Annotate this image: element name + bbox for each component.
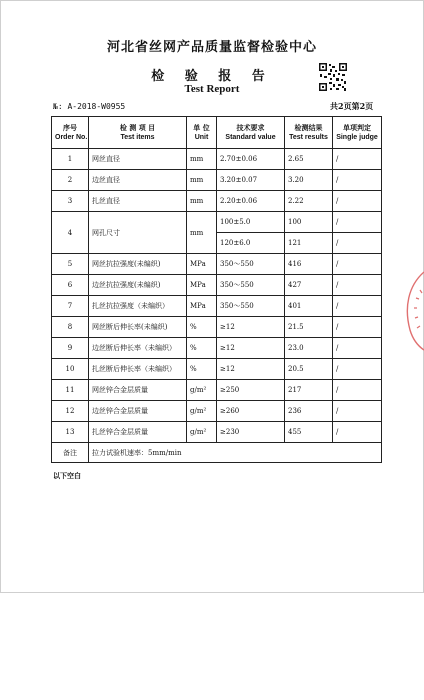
unit-cell: % bbox=[187, 338, 217, 359]
table-row bbox=[52, 317, 382, 338]
item-cell: 扎丝直径 bbox=[89, 191, 187, 212]
standard-cell: 100±5.0 bbox=[217, 212, 285, 233]
order-cell: 2 bbox=[52, 170, 89, 191]
col-header-items bbox=[89, 117, 187, 149]
order-cell: 10 bbox=[52, 359, 89, 380]
order-cell: 8 bbox=[52, 317, 89, 338]
order-cell: 9 bbox=[52, 338, 89, 359]
result-cell: 401 bbox=[285, 296, 333, 317]
result-cell: 416 bbox=[285, 254, 333, 275]
item-cell: 边丝抗拉强度(未编织) bbox=[89, 275, 187, 296]
col-header-standard bbox=[217, 117, 285, 149]
item-cell: 扎丝抗拉强度（未编织） bbox=[89, 296, 187, 317]
report-title-cn: 检 验 报 告 bbox=[151, 69, 273, 84]
col-header-en: Order No. bbox=[55, 133, 88, 141]
table-row bbox=[52, 338, 382, 359]
col-header-cn: 检 测 项 目 bbox=[119, 122, 156, 132]
item-cell: 边丝锌合金层质量 bbox=[89, 401, 187, 422]
standard-cell: 350～550 bbox=[217, 296, 285, 317]
judge-cell: / bbox=[333, 359, 382, 380]
result-cell: 455 bbox=[285, 422, 333, 443]
standard-cell: ≥260 bbox=[217, 401, 285, 422]
col-header-en: Standard value bbox=[225, 133, 276, 141]
judge-cell: / bbox=[333, 380, 382, 401]
item-cell: 边丝直径 bbox=[89, 170, 187, 191]
remark-label: 备注 bbox=[52, 443, 89, 463]
unit-cell: MPa bbox=[187, 254, 217, 275]
order-cell: 5 bbox=[52, 254, 89, 275]
organization-name: 河北省丝网产品质量监督检验中心 bbox=[106, 40, 317, 55]
table-row bbox=[52, 359, 382, 380]
result-cell: 121 bbox=[285, 233, 333, 254]
col-header-en: Test results bbox=[289, 133, 328, 141]
item-cell: 网孔尺寸 bbox=[89, 212, 187, 254]
col-header-judge bbox=[333, 117, 382, 149]
item-cell: 网丝断后伸长率(未编织) bbox=[89, 317, 187, 338]
table-row bbox=[52, 422, 382, 443]
order-cell: 11 bbox=[52, 380, 89, 401]
table-row bbox=[52, 170, 382, 191]
judge-cell: / bbox=[333, 296, 382, 317]
result-cell: 217 bbox=[285, 380, 333, 401]
standard-cell: 2.20±0.06 bbox=[217, 191, 285, 212]
order-cell: 6 bbox=[52, 275, 89, 296]
official-seal-stamp bbox=[398, 268, 424, 352]
blank-below-note: 以下空白 bbox=[53, 471, 81, 480]
table-row bbox=[52, 380, 382, 401]
judge-cell: / bbox=[333, 212, 382, 233]
unit-cell: g/m² bbox=[187, 401, 217, 422]
col-header-results bbox=[285, 117, 333, 149]
judge-cell: / bbox=[333, 149, 382, 170]
judge-cell: / bbox=[333, 233, 382, 254]
standard-cell: ≥250 bbox=[217, 380, 285, 401]
item-cell: 边丝断后伸长率（未编织） bbox=[89, 338, 187, 359]
col-header-en: Single judge bbox=[336, 133, 378, 141]
order-cell: 7 bbox=[52, 296, 89, 317]
col-header-cn: 单 位 bbox=[193, 122, 210, 132]
unit-cell: % bbox=[187, 317, 217, 338]
order-cell: 12 bbox=[52, 401, 89, 422]
result-cell: 2.22 bbox=[285, 191, 333, 212]
page-indicator: 共2页第2页 bbox=[330, 101, 374, 111]
standard-cell: 3.20±0.07 bbox=[217, 170, 285, 191]
result-cell: 23.0 bbox=[285, 338, 333, 359]
standard-cell: 350～550 bbox=[217, 254, 285, 275]
table-header-row bbox=[52, 117, 382, 149]
remark-row bbox=[52, 443, 382, 463]
table-row bbox=[52, 191, 382, 212]
item-cell: 网丝直径 bbox=[89, 149, 187, 170]
judge-cell: / bbox=[333, 275, 382, 296]
standard-cell: ≥12 bbox=[217, 359, 285, 380]
judge-cell: / bbox=[333, 191, 382, 212]
standard-cell: ≥12 bbox=[217, 317, 285, 338]
judge-cell: / bbox=[333, 338, 382, 359]
qr-code-icon bbox=[318, 62, 348, 92]
unit-cell: mm bbox=[187, 149, 217, 170]
unit-cell: mm bbox=[187, 170, 217, 191]
unit-cell: g/m² bbox=[187, 380, 217, 401]
table-row bbox=[52, 401, 382, 422]
judge-cell: / bbox=[333, 317, 382, 338]
result-cell: 3.20 bbox=[285, 170, 333, 191]
col-header-cn: 技术要求 bbox=[236, 122, 265, 132]
unit-cell: % bbox=[187, 359, 217, 380]
table-row bbox=[52, 296, 382, 317]
table-row bbox=[52, 254, 382, 275]
standard-cell: ≥12 bbox=[217, 338, 285, 359]
col-header-order bbox=[52, 117, 89, 149]
remark-text: 拉力试验机速率：5mm/min bbox=[89, 443, 382, 463]
col-header-cn: 单项判定 bbox=[343, 122, 371, 132]
standard-cell: 2.70±0.06 bbox=[217, 149, 285, 170]
unit-cell: g/m² bbox=[187, 422, 217, 443]
table-row bbox=[52, 149, 382, 170]
col-header-cn: 序号 bbox=[63, 122, 77, 132]
unit-cell: mm bbox=[187, 212, 217, 254]
order-cell: 13 bbox=[52, 422, 89, 443]
judge-cell: / bbox=[333, 422, 382, 443]
standard-cell: 350～550 bbox=[217, 275, 285, 296]
item-cell: 网丝锌合金层质量 bbox=[89, 380, 187, 401]
result-cell: 21.5 bbox=[285, 317, 333, 338]
col-header-en: Unit bbox=[194, 133, 209, 141]
judge-cell: / bbox=[333, 254, 382, 275]
unit-cell: MPa bbox=[187, 296, 217, 317]
result-cell: 100 bbox=[285, 212, 333, 233]
col-header-en: Test items bbox=[120, 133, 155, 141]
judge-cell: / bbox=[333, 401, 382, 422]
table-row bbox=[52, 212, 382, 233]
report-title-en: Test Report bbox=[184, 83, 240, 95]
unit-cell: MPa bbox=[187, 275, 217, 296]
order-cell: 3 bbox=[52, 191, 89, 212]
standard-cell: 120±6.0 bbox=[217, 233, 285, 254]
item-cell: 扎丝断后伸长率（未编织） bbox=[89, 359, 187, 380]
order-cell: 4 bbox=[52, 212, 89, 254]
unit-cell: mm bbox=[187, 191, 217, 212]
judge-cell: / bbox=[333, 170, 382, 191]
test-results-table bbox=[51, 116, 382, 463]
report-number: №: A-2018-W0955 bbox=[53, 102, 126, 111]
result-cell: 427 bbox=[285, 275, 333, 296]
col-header-unit bbox=[187, 117, 217, 149]
standard-cell: ≥230 bbox=[217, 422, 285, 443]
table-row bbox=[52, 275, 382, 296]
result-cell: 236 bbox=[285, 401, 333, 422]
result-cell: 2.65 bbox=[285, 149, 333, 170]
order-cell: 1 bbox=[52, 149, 89, 170]
col-header-cn: 检测结果 bbox=[294, 122, 323, 132]
item-cell: 网丝抗拉强度(未编织) bbox=[89, 254, 187, 275]
result-cell: 20.5 bbox=[285, 359, 333, 380]
item-cell: 扎丝锌合金层质量 bbox=[89, 422, 187, 443]
